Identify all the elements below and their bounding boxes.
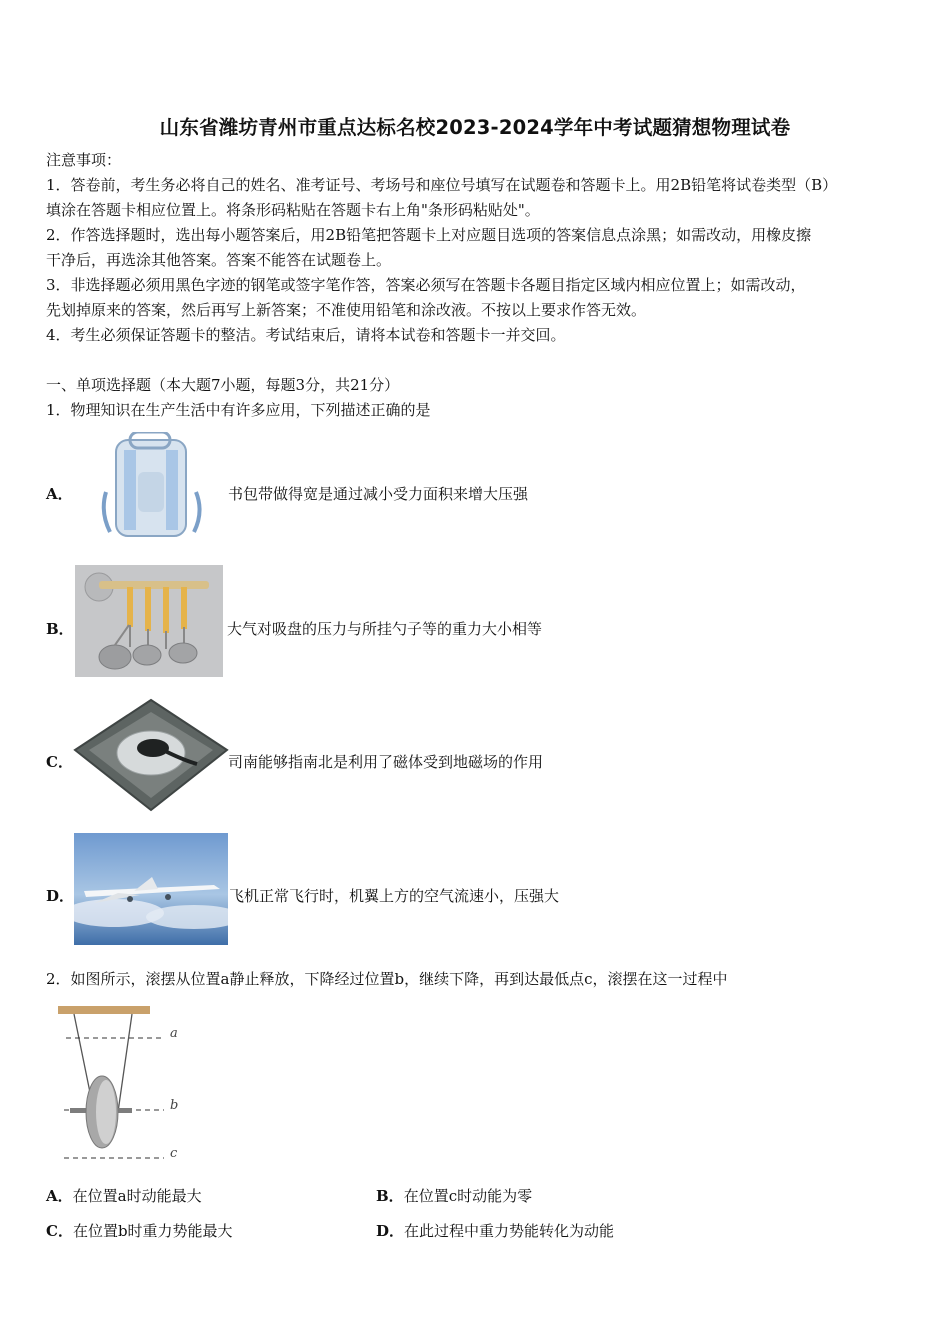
q1-option-b-letter: B． (46, 620, 74, 638)
q1-option-a-text: 书包带做得宽是通过减小受力面积来增大压强 (228, 485, 529, 503)
question-1-stem: 1．物理知识在生产生活中有许多应用，下列描述正确的是 (46, 401, 431, 419)
notice-line: 先划掉原来的答案，然后再写上新答案；不准使用铅笔和涂改液。不按以上要求作答无效。 (46, 301, 647, 319)
rolling-pendulum-figure (56, 1002, 192, 1168)
notice-line: 干净后，再选涂其他答案。答案不能答在试题卷上。 (46, 251, 392, 269)
q2-option-b-text: 在位置c时动能为零 (403, 1187, 533, 1205)
notice-line: 填涂在答题卡相应位置上。将条形码粘贴在答题卡右上角"条形码粘贴处"。 (46, 201, 540, 219)
sinan-compass-image (73, 698, 229, 812)
figure-label-b: b (170, 1098, 179, 1113)
q1-option-d-letter: D． (46, 887, 75, 905)
figure-label-c: c (170, 1146, 178, 1161)
section-heading: 一、单项选择题（本大题7小题，每题3分，共21分） (46, 376, 400, 394)
notice-line: 3．非选择题必须用黑色字迹的钢笔或签字笔作答，答案必须写在答题卡各题目指定区域内相应位置上；如需改动， (46, 276, 806, 294)
q2-option-c-letter: C． (46, 1222, 73, 1240)
q2-option-c-text: 在位置b时重力势能最大 (72, 1222, 233, 1240)
q1-option-d-text: 飞机正常飞行时，机翼上方的空气流速小，压强大 (229, 887, 560, 905)
q2-option-a (46, 1184, 202, 1209)
q1-option-c-text: 司南能够指南北是利用了磁体受到地磁场的作用 (228, 753, 544, 771)
q2-option-a-text: 在位置a时动能最大 (72, 1187, 202, 1205)
suction-hook-image (75, 565, 223, 677)
q2-option-a-letter: A． (46, 1187, 73, 1205)
backpack-image (96, 432, 208, 542)
q2-option-b-letter: B． (376, 1187, 404, 1205)
q2-option-c (46, 1219, 233, 1244)
notice-heading: 注意事项： (46, 151, 122, 169)
q2-option-d-letter: D． (376, 1222, 405, 1240)
question-2-stem: 2．如图所示，滚摆从位置a静止释放，下降经过位置b，继续下降，再到达最低点c，滚摆在这一过程中 (46, 970, 728, 988)
notice-line: 4．考生必须保证答题卡的整洁。考试结束后，请将本试卷和答题卡一并交回。 (46, 326, 566, 344)
q2-option-b (376, 1184, 532, 1209)
notice-line: 2．作答选择题时，选出每小题答案后，用2B铅笔把答题卡上对应题目选项的答案信息点涂黑；如需改动，用橡皮擦 (46, 226, 812, 244)
airplane-image (74, 833, 228, 945)
q2-option-d (376, 1219, 614, 1244)
q2-option-d-text: 在此过程中重力势能转化为动能 (404, 1222, 615, 1240)
q1-option-a-letter: A． (46, 485, 73, 503)
q1-option-c-letter: C． (46, 753, 73, 771)
figure-label-a: a (170, 1026, 178, 1041)
notice-line: 1．答卷前，考生务必将自己的姓名、准考证号、考场号和座位号填写在试题卷和答题卡上。用2B铅笔将试卷类型（B） (46, 176, 838, 194)
q1-option-b-text: 大气对吸盘的压力与所挂勺子等的重力大小相等 (227, 620, 543, 638)
page-title: 山东省潍坊青州市重点达标名校2023-2024学年中考试题猜想物理试卷 (159, 116, 791, 139)
